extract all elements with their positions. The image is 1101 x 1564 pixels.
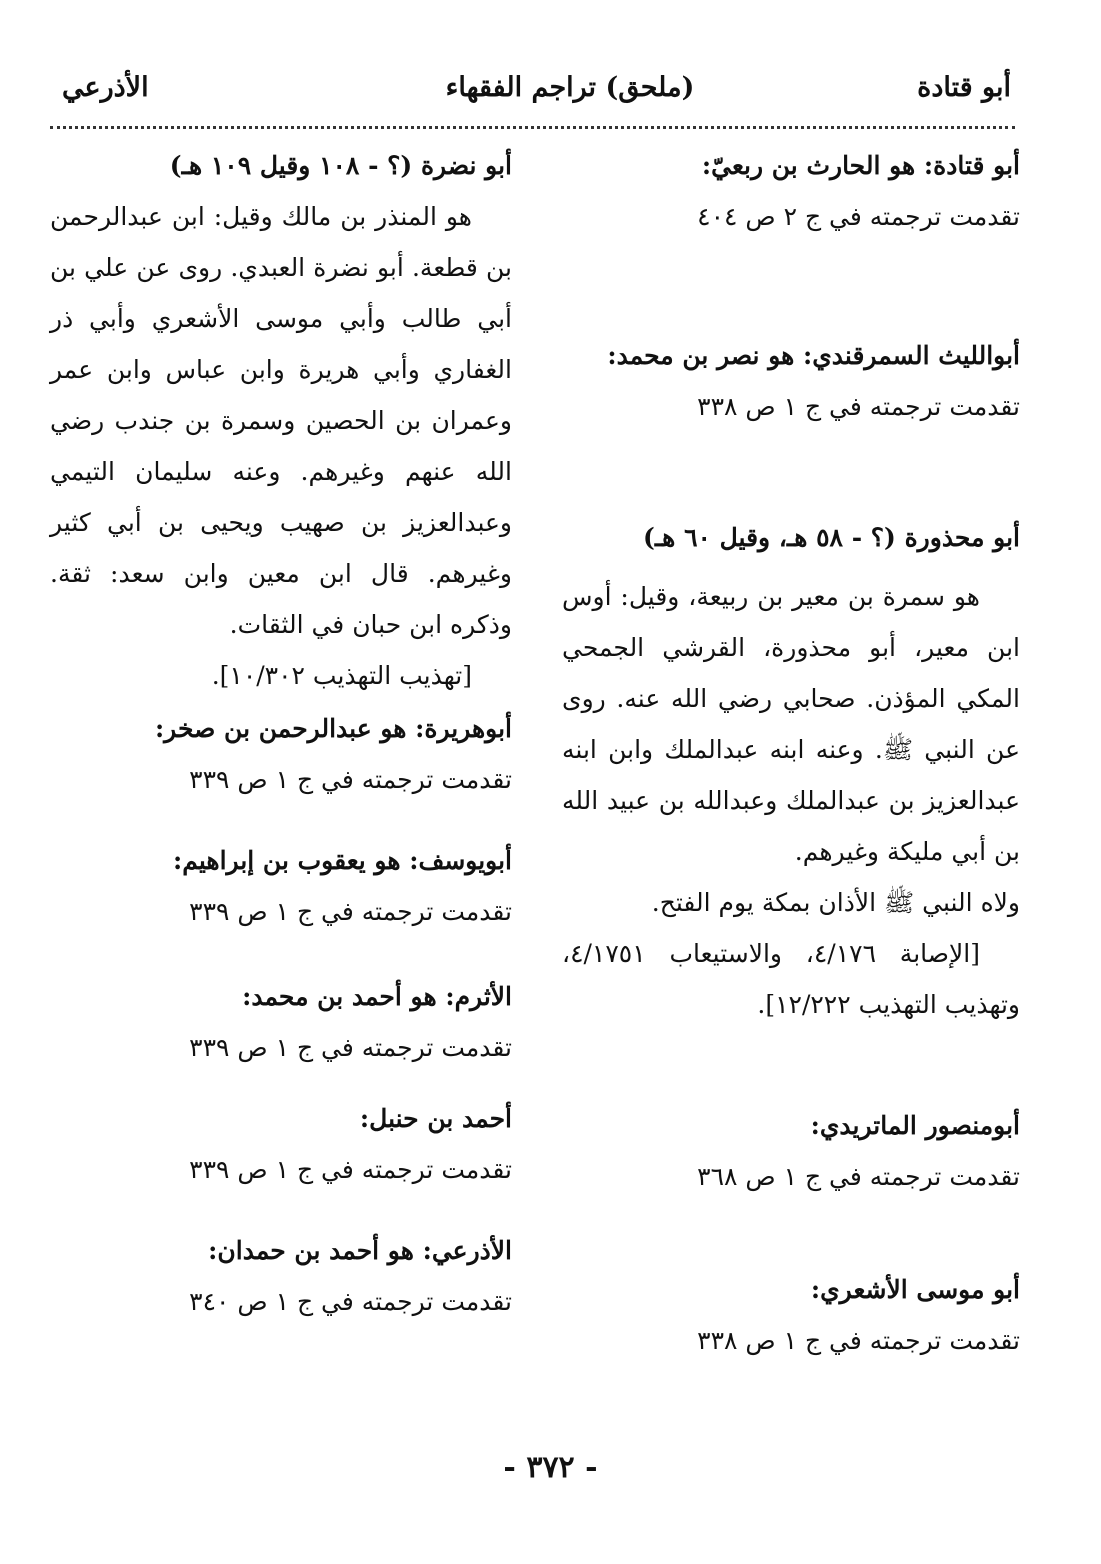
entry-abu-nadra xyxy=(50,140,512,701)
running-header-center: (ملحق) تراجم الفقهاء xyxy=(445,72,695,103)
entry-body: تقدمت ترجمته في ج ١ ص ٣٣٩ xyxy=(189,765,512,794)
entry-body: تقدمت ترجمته في ج ١ ص ٣٣٩ xyxy=(189,897,512,926)
entry-abu-mahdhura xyxy=(562,512,1020,1030)
running-header-right: أبو قتادة xyxy=(917,72,1011,103)
entry-body: تقدمت ترجمته في ج ١ ص ٣٣٩ xyxy=(189,1033,512,1062)
header-divider xyxy=(50,126,1015,129)
left-column xyxy=(50,140,512,1327)
entry-paragraph: ولاه النبي ﷺ الأذان بمكة يوم الفتح. xyxy=(651,888,1020,917)
entry-title: أبو قتادة: هو الحارث بن ربعيّ: xyxy=(701,151,1020,180)
entry-al-athram xyxy=(50,971,512,1073)
entry-body: تقدمت ترجمته في ج ٢ ص ٤٠٤ xyxy=(697,202,1020,231)
entry-reference: [الإصابة ٤/١٧٦، والاستيعاب ٤/١٧٥١، وتهذيب التهذيب ١٢/٢٢٢]. xyxy=(562,939,1020,1019)
entry-abu-hurayra xyxy=(50,703,512,805)
entry-body: تقدمت ترجمته في ج ١ ص ٣٣٩ xyxy=(189,1155,512,1184)
entry-abu-mansur xyxy=(562,1100,1020,1202)
running-header-left: الأذرعي xyxy=(62,72,149,103)
entry-title: الأذرعي: هو أحمد بن حمدان: xyxy=(208,1236,512,1265)
entry-reference: [تهذيب التهذيب ١٠/٣٠٢]. xyxy=(211,661,472,690)
entry-title: أبويوسف: هو يعقوب بن إبراهيم: xyxy=(172,846,512,875)
entry-title: أبو موسى الأشعري: xyxy=(810,1275,1020,1304)
entry-title: أحمد بن حنبل: xyxy=(359,1104,512,1133)
entry-ahmad-ibn-hanbal xyxy=(50,1093,512,1195)
entry-paragraph: هو سمرة بن معير بن ربيعة، وقيل: أوس ابن معير، أبو محذورة، القرشي الجمحي المكي المؤذن. صحابي رضي الله عنه. روى عن النبي ﷺ. وعنه ابنه عبدالملك وابن ابنه عبدالعزيز بن عبدالملك وعبدالله بن عبيد الله بن أبي مليكة وغيرهم. xyxy=(562,582,1020,866)
page-number: - ٣٧٢ - xyxy=(503,1450,598,1485)
entry-title: أبو محذورة (؟ - ٥٨ هـ، وقيل ٦٠ هـ) xyxy=(643,523,1020,552)
entry-body: تقدمت ترجمته في ج ١ ص ٣٦٨ xyxy=(697,1162,1020,1191)
entry-body: تقدمت ترجمته في ج ١ ص ٣٣٨ xyxy=(697,1326,1020,1355)
entry-title: أبوهريرة: هو عبدالرحمن بن صخر: xyxy=(154,714,512,743)
entry-abu-musa xyxy=(562,1264,1020,1366)
entry-body: تقدمت ترجمته في ج ١ ص ٣٤٠ xyxy=(189,1287,512,1316)
entry-body: تقدمت ترجمته في ج ١ ص ٣٣٨ xyxy=(697,392,1020,421)
right-column xyxy=(562,140,1020,1366)
entry-abu-qatada xyxy=(562,140,1020,242)
entry-title: أبوالليث السمرقندي: هو نصر بن محمد: xyxy=(607,341,1020,370)
entry-title: أبومنصور الماتريدي: xyxy=(810,1111,1020,1140)
entry-paragraph: هو المنذر بن مالك وقيل: ابن عبدالرحمن بن قطعة. أبو نضرة العبدي. روى عن علي بن أبي طالب وأبي موسى الأشعري وأبي ذر الغفاري وأبي هريرة وابن عباس وابن عمر وعمران بن الحصين وسمرة بن جندب رضي الله عنهم وغيرهم. وعنه سليمان التيمي وعبدالعزيز بن صهيب ويحيى بن أبي كثير وغيرهم. قال ابن معين وابن سعد: ثقة. وذكره ابن حبان في الثقات. xyxy=(50,202,512,639)
entry-al-adhrai xyxy=(50,1225,512,1327)
entry-title: أبو نضرة (؟ - ١٠٨ وقيل ١٠٩ هـ) xyxy=(169,151,512,180)
entry-abu-yusuf xyxy=(50,835,512,937)
entry-title: الأثرم: هو أحمد بن محمد: xyxy=(242,982,512,1011)
entry-abu-al-layth xyxy=(562,330,1020,432)
